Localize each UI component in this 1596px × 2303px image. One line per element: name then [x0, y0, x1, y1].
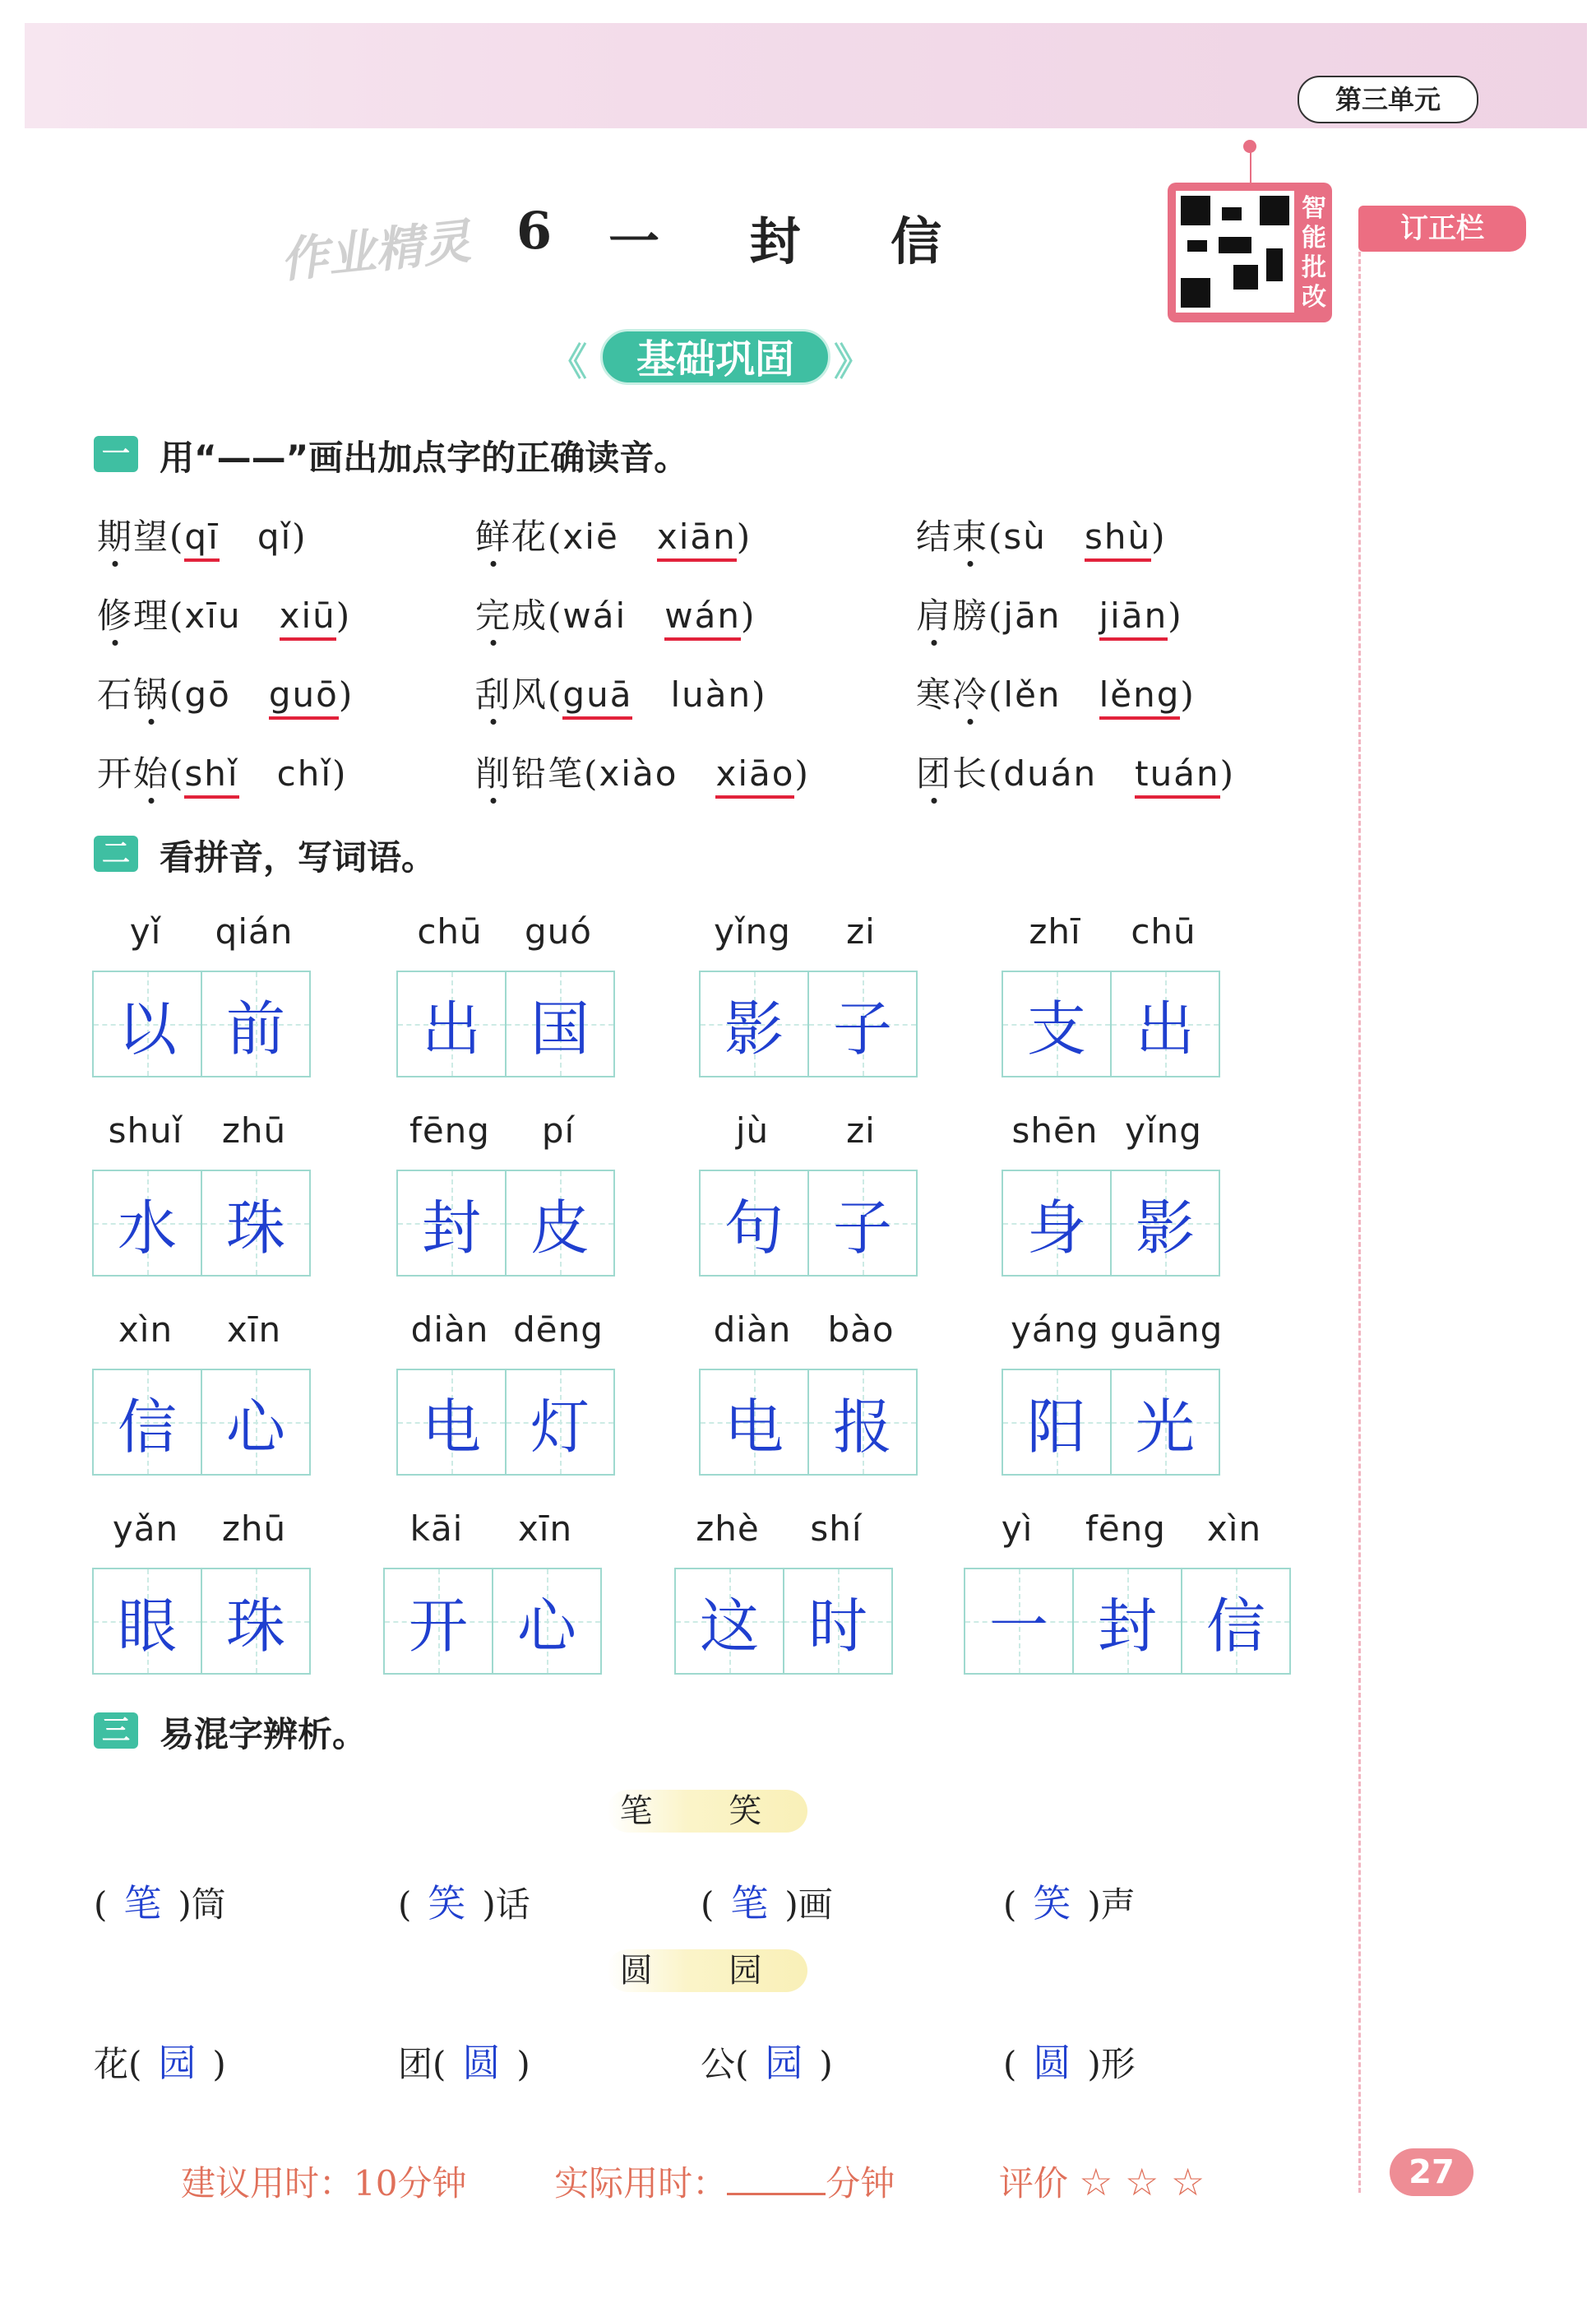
- q2-instruction: 看拼音，写词语。: [160, 837, 437, 878]
- written-char: 眼: [117, 1592, 177, 1661]
- tian-cell[interactable]: [398, 1171, 505, 1275]
- fill-prefix: (: [398, 1884, 412, 1925]
- fill-prefix: (: [1003, 1884, 1017, 1925]
- q1-item: 完成(wái wán): [475, 589, 756, 638]
- tian-cell[interactable]: [94, 1569, 201, 1673]
- tian-cell[interactable]: [398, 972, 505, 1076]
- pinyin-option[interactable]: duán: [1003, 753, 1098, 794]
- pinyin-label: kāi: [409, 1508, 464, 1549]
- q2-badge: 二: [94, 836, 138, 872]
- fill-answer[interactable]: 笑: [1033, 1881, 1071, 1925]
- pinyin-option[interactable]: wán: [664, 595, 741, 641]
- tian-cell[interactable]: [94, 1370, 201, 1474]
- written-char: 影: [1135, 1193, 1195, 1263]
- fill-answer[interactable]: 园: [765, 2041, 803, 2085]
- written-char: 支: [1026, 994, 1086, 1063]
- section-banner: 基础巩固: [600, 329, 830, 385]
- fill-suffix: ): [516, 2044, 530, 2084]
- fill-suffix: )话: [482, 1884, 530, 1925]
- word-char: 风: [511, 674, 548, 715]
- dotted-char: 完: [475, 595, 512, 636]
- written-char: 珠: [225, 1592, 285, 1661]
- word-char: 长: [952, 753, 989, 794]
- pinyin-label: yáng: [1011, 1309, 1099, 1350]
- correction-tab: 订正栏: [1358, 206, 1526, 252]
- tian-cell[interactable]: [1003, 1370, 1110, 1474]
- word-char: 望: [133, 517, 170, 557]
- pinyin-option[interactable]: guā: [562, 674, 632, 720]
- fill-prefix: (: [701, 1884, 715, 1925]
- written-char: 信: [1205, 1592, 1265, 1661]
- tian-grid[interactable]: [396, 1369, 615, 1476]
- tian-cell[interactable]: [201, 1569, 309, 1673]
- dotted-char: 刮: [475, 674, 512, 715]
- written-char: 一: [988, 1592, 1048, 1661]
- tian-grid[interactable]: [699, 1170, 918, 1277]
- pinyin-option[interactable]: jān: [1003, 595, 1062, 636]
- fill-blank-item[interactable]: [94, 2033, 226, 2088]
- fill-prefix: 团(: [398, 2044, 446, 2084]
- written-char: 子: [832, 994, 892, 1063]
- pinyin-option[interactable]: jiān: [1099, 595, 1168, 641]
- pinyin-option[interactable]: tuán: [1135, 753, 1219, 799]
- pinyin-label: guó: [525, 911, 592, 952]
- q1-item: 结束(sù shù): [916, 510, 1167, 559]
- written-char: 报: [832, 1392, 892, 1462]
- rating-stars-icon[interactable]: ☆ ☆ ☆: [1079, 2160, 1205, 2204]
- page-number: 27: [1390, 2148, 1473, 2196]
- fill-prefix: 公(: [701, 2044, 749, 2084]
- fill-prefix: (: [1003, 2044, 1017, 2084]
- fill-prefix: 花(: [94, 2044, 142, 2084]
- actual-time-label: 实际用时：: [554, 2163, 728, 2203]
- fill-answer[interactable]: 笑: [428, 1881, 466, 1925]
- fill-answer[interactable]: 园: [158, 2041, 197, 2085]
- written-char: 心: [516, 1592, 576, 1661]
- word-char: 结: [916, 517, 953, 557]
- pinyin-label: zhī: [1029, 911, 1081, 952]
- pinyin-option[interactable]: qǐ: [257, 517, 293, 557]
- written-char: 光: [1135, 1392, 1195, 1462]
- tian-grid[interactable]: [699, 971, 918, 1077]
- pinyin-option[interactable]: shǐ: [184, 753, 238, 799]
- fill-suffix: )筒: [178, 1884, 226, 1925]
- written-char: 电: [421, 1392, 481, 1462]
- dotted-char: 冷: [952, 674, 989, 715]
- pinyin-option[interactable]: luàn: [670, 674, 752, 715]
- q1-item: 刮风(guā luàn): [475, 668, 767, 717]
- pinyin-label: guāng: [1110, 1309, 1224, 1350]
- fill-suffix: )声: [1087, 1884, 1136, 1925]
- fill-blank-item[interactable]: [398, 1874, 530, 1928]
- dotted-char: 期: [97, 517, 134, 557]
- pair-pill-yuan: 圆 园: [607, 1949, 807, 1992]
- pinyin-label: zi: [846, 911, 876, 952]
- correction-divider: [1358, 252, 1361, 2193]
- footer: [181, 2157, 1205, 2206]
- pinyin-label: xìn: [1206, 1508, 1262, 1549]
- dotted-char: 束: [952, 517, 989, 557]
- dotted-char: 修: [97, 595, 134, 636]
- tian-cell[interactable]: [492, 1569, 600, 1673]
- lesson-number: 6: [516, 201, 553, 261]
- pinyin-label: shí: [810, 1508, 863, 1549]
- tian-cell[interactable]: [1110, 1171, 1219, 1275]
- tian-cell[interactable]: [94, 972, 201, 1076]
- dotted-char: 削: [475, 753, 512, 794]
- written-char: 出: [1135, 994, 1195, 1063]
- tian-grid[interactable]: [674, 1568, 893, 1675]
- pinyin-option[interactable]: qī: [184, 517, 219, 562]
- pinyin-label: xìn: [118, 1309, 173, 1350]
- written-char: 水: [117, 1193, 177, 1263]
- chevron-left-icon: 《: [549, 340, 587, 384]
- written-char: 时: [807, 1592, 867, 1661]
- tian-cell[interactable]: [1072, 1569, 1181, 1673]
- tian-cell[interactable]: [807, 1171, 916, 1275]
- pinyin-label: yǐng: [1125, 1110, 1202, 1151]
- fill-prefix: (: [94, 1884, 108, 1925]
- pinyin-label: zhū: [221, 1508, 287, 1549]
- pinyin-option[interactable]: xiào: [599, 753, 678, 794]
- pinyin-label: fēng: [409, 1110, 490, 1151]
- tian-grid[interactable]: [1002, 1170, 1220, 1277]
- dotted-char: 锅: [133, 674, 170, 715]
- tian-cell[interactable]: [807, 972, 916, 1076]
- written-char: 这: [699, 1592, 759, 1661]
- q1-item: 削铅笔(xiào xiāo): [475, 747, 810, 796]
- actual-time-blank[interactable]: [727, 2193, 826, 2195]
- q1-item: 期望(qī qǐ): [97, 510, 308, 559]
- written-char: 灯: [530, 1392, 590, 1462]
- tian-cell[interactable]: [965, 1569, 1072, 1673]
- tian-cell[interactable]: [701, 1171, 807, 1275]
- tian-grid[interactable]: [1002, 971, 1220, 1077]
- fill-suffix: ): [212, 2044, 226, 2084]
- tian-cell[interactable]: [201, 1370, 309, 1474]
- written-char: 子: [832, 1193, 892, 1263]
- fill-blank-item[interactable]: [1003, 2033, 1136, 2088]
- tian-cell[interactable]: [1110, 972, 1219, 1076]
- tian-cell[interactable]: [701, 972, 807, 1076]
- pinyin-option[interactable]: chǐ: [276, 753, 333, 794]
- pinyin-option[interactable]: xiē: [562, 517, 619, 557]
- pinyin-label: xīn: [226, 1309, 282, 1350]
- written-char: 阳: [1026, 1392, 1086, 1462]
- fill-suffix: )画: [784, 1884, 833, 1925]
- pinyin-option[interactable]: xiū: [280, 595, 336, 641]
- written-char: 句: [724, 1193, 784, 1263]
- fill-blank-item[interactable]: [94, 1874, 226, 1928]
- pinyin-label: chū: [1131, 911, 1196, 952]
- word-char: 笔: [548, 753, 585, 794]
- pinyin-label: qián: [215, 911, 294, 952]
- written-char: 封: [421, 1193, 481, 1263]
- tian-cell[interactable]: [505, 972, 613, 1076]
- pinyin-label: pí: [541, 1110, 576, 1151]
- dotted-char: 肩: [916, 595, 953, 636]
- qr-code-icon[interactable]: [1176, 191, 1294, 313]
- pinyin-label: shuǐ: [108, 1110, 183, 1151]
- actual-time-unit: 分钟: [826, 2163, 895, 2203]
- tian-grid[interactable]: [396, 971, 615, 1077]
- tian-cell[interactable]: [783, 1569, 891, 1673]
- q1-instruction: 用“——”画出加点字的正确读音。: [160, 438, 689, 478]
- pinyin-option[interactable]: xiāo: [715, 753, 794, 799]
- pinyin-label: zhè: [696, 1508, 760, 1549]
- rating-label: 评价: [998, 2163, 1068, 2203]
- q1-badge: 一: [94, 436, 138, 472]
- fill-answer[interactable]: 圆: [462, 2041, 501, 2085]
- q1-item: 鲜花(xiē xiān): [475, 510, 752, 559]
- written-char: 以: [117, 994, 177, 1063]
- q1-item: 石锅(gō guō): [97, 668, 354, 717]
- pinyin-option[interactable]: shù: [1085, 517, 1151, 562]
- q3-instruction: 易混字辨析。: [160, 1714, 368, 1754]
- word-char: 石: [97, 674, 134, 715]
- tian-cell[interactable]: [201, 1171, 309, 1275]
- q1-item: 修理(xīu xiū): [97, 589, 351, 638]
- fill-blank-item[interactable]: [701, 2033, 833, 2088]
- tian-grid[interactable]: [964, 1568, 1291, 1675]
- tian-grid[interactable]: [92, 1568, 311, 1675]
- written-char: 封: [1097, 1592, 1157, 1661]
- pinyin-option[interactable]: lěng: [1099, 674, 1181, 720]
- tian-grid[interactable]: [92, 1369, 311, 1476]
- pair-pill-bi-xiao: 笔 笑: [607, 1790, 807, 1833]
- tian-cell[interactable]: [398, 1370, 505, 1474]
- written-char: 珠: [225, 1193, 285, 1263]
- word-char: 理: [133, 595, 170, 636]
- written-char: 皮: [530, 1193, 590, 1263]
- pinyin-label: yǐ: [129, 911, 162, 952]
- pinyin-label: dēng: [513, 1309, 604, 1350]
- tian-grid[interactable]: [383, 1568, 602, 1675]
- pinyin-option[interactable]: xiān: [657, 517, 737, 562]
- tian-cell[interactable]: [201, 972, 309, 1076]
- tian-cell[interactable]: [676, 1569, 783, 1673]
- qr-string: [1250, 148, 1251, 184]
- tian-cell[interactable]: [1110, 1370, 1219, 1474]
- fill-blank-item[interactable]: [1003, 1874, 1136, 1928]
- tian-cell[interactable]: [1003, 1171, 1110, 1275]
- written-char: 信: [117, 1392, 177, 1462]
- tian-grid[interactable]: [92, 1170, 311, 1277]
- dotted-char: 始: [133, 753, 170, 794]
- word-char: 膀: [952, 595, 989, 636]
- unit-tag: 第三单元: [1298, 76, 1478, 123]
- pinyin-label: chū: [417, 911, 483, 952]
- pinyin-label: yǎn: [112, 1508, 179, 1549]
- dotted-char: 团: [916, 753, 953, 794]
- suggested-time: 建议用时：10分钟: [181, 2163, 467, 2203]
- pinyin-label: yǐng: [714, 911, 791, 952]
- dotted-char: 鲜: [475, 517, 512, 557]
- word-char: 寒: [916, 674, 953, 715]
- lesson-title: 一 封 信: [608, 211, 978, 271]
- pinyin-label: fēng: [1085, 1508, 1166, 1549]
- pinyin-option[interactable]: xīu: [184, 595, 242, 636]
- fill-suffix: )形: [1087, 2044, 1136, 2084]
- tian-cell[interactable]: [505, 1370, 613, 1474]
- pinyin-label: zhū: [221, 1110, 287, 1151]
- pinyin-option[interactable]: gō: [184, 674, 231, 715]
- pinyin-label: diàn: [713, 1309, 792, 1350]
- word-char: 花: [511, 517, 548, 557]
- pinyin-label: shēn: [1011, 1110, 1099, 1151]
- tian-cell[interactable]: [1181, 1569, 1289, 1673]
- tian-grid[interactable]: [699, 1369, 918, 1476]
- written-char: 国: [530, 994, 590, 1063]
- written-char: 心: [225, 1392, 285, 1462]
- written-char: 开: [408, 1592, 468, 1661]
- pinyin-label: jù: [735, 1110, 770, 1151]
- pinyin-label: bào: [827, 1309, 895, 1350]
- pinyin-option[interactable]: guō: [269, 674, 339, 720]
- written-char: 前: [225, 994, 285, 1063]
- q1-item: 寒冷(lěn lěng): [916, 668, 1196, 717]
- tian-cell[interactable]: [1003, 972, 1110, 1076]
- pinyin-label: zi: [846, 1110, 876, 1151]
- written-char: 出: [421, 994, 481, 1063]
- fill-blank-item[interactable]: [701, 1874, 833, 1928]
- fill-answer[interactable]: 笔: [730, 1881, 769, 1925]
- tian-cell[interactable]: [505, 1171, 613, 1275]
- pinyin-option[interactable]: lěn: [1003, 674, 1062, 715]
- tian-grid[interactable]: [1002, 1369, 1220, 1476]
- tian-cell[interactable]: [807, 1370, 916, 1474]
- tian-cell[interactable]: [701, 1370, 807, 1474]
- q1-item: 开始(shǐ chǐ): [97, 747, 347, 796]
- fill-answer[interactable]: 笔: [123, 1881, 162, 1925]
- written-char: 电: [724, 1392, 784, 1462]
- tian-grid[interactable]: [92, 971, 311, 1077]
- tian-grid[interactable]: [396, 1170, 615, 1277]
- watermark: 作业精灵: [277, 213, 474, 289]
- q3-badge: 三: [94, 1712, 138, 1749]
- q1-item: 团长(duán tuán): [916, 747, 1235, 796]
- fill-blank-item[interactable]: [398, 2033, 530, 2088]
- word-char: 开: [97, 753, 134, 794]
- fill-suffix: ): [819, 2044, 833, 2084]
- word-char: 铅: [511, 753, 548, 794]
- pinyin-label: yì: [1001, 1508, 1034, 1549]
- pinyin-label: diàn: [410, 1309, 489, 1350]
- fill-answer[interactable]: 圆: [1033, 2041, 1071, 2085]
- pinyin-option[interactable]: wái: [562, 595, 627, 636]
- q1-item: 肩膀(jān jiān): [916, 589, 1183, 638]
- written-char: 身: [1026, 1193, 1086, 1263]
- written-char: 影: [724, 994, 784, 1063]
- qr-label: 智能批改: [1302, 194, 1326, 312]
- pinyin-label: xīn: [517, 1508, 573, 1549]
- chevron-right-icon: 》: [834, 340, 872, 384]
- tian-cell[interactable]: [385, 1569, 492, 1673]
- pinyin-option[interactable]: sù: [1003, 517, 1047, 557]
- word-char: 成: [511, 595, 548, 636]
- tian-cell[interactable]: [94, 1171, 201, 1275]
